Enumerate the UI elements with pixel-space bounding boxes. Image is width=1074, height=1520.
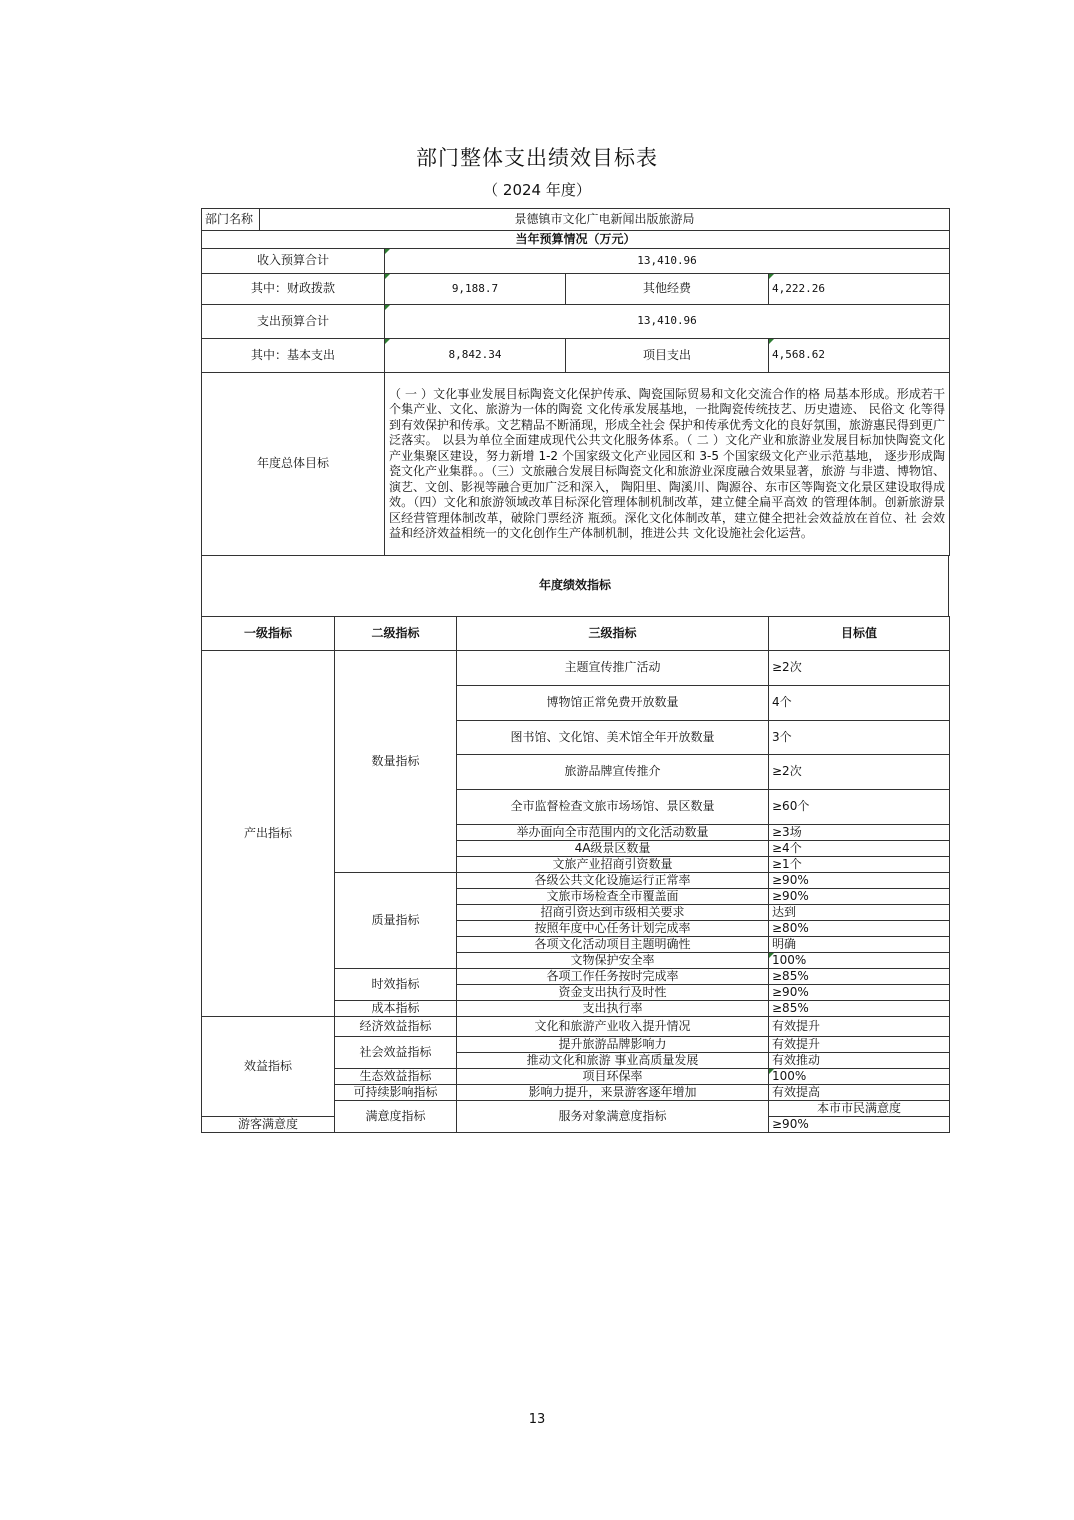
income-total-value: 13,410.96	[385, 249, 950, 274]
header-level1: 一级指标	[202, 617, 335, 651]
annual-goal-text: （ 一 ）文化事业发展目标陶瓷文化保护传承、陶瓷国际贸易和文化交流合作的格 局基本形成。形成若干个集产业、文化、旅游为一体的陶瓷 文化传承发展基地，一批陶瓷传统技艺、历史遗迹、 民俗文 化等得到有效保护和传承。文艺精品不断涌现，形成全社会 保护和传承优秀文化的良好氛围，旅游惠民得到更广泛落实。 以县为单位全面建成现代公共文化服务体系。（ 二 ）文化产业和旅游业发展目标加快陶瓷文化产业集聚区建设，努力新增 1-2 个国家级文化产业园区和 3-5 个国家级文化产业示范基地， 逐步形成陶瓷文化产业集群。。（三）文旅融合发展目标陶瓷文化和旅游业深度融合效果显著，旅游 与非遗、博物馆、演艺、文创、影视等融合更加广泛和深入， 陶阳里、陶溪川、陶源谷、东市区等陶瓷文化景区建设取得成效。（四）文化和旅游领域改革目标深化管理体制机制改革，建立健全扁平高效 的管理体制。创新旅游景区经营管理体制改革，破除门票经济 瓶颈。深化文化体制改革，建立健全把社会效益放在首位、社 会效益和经济效益相统一的文化创作生产体制机制，推进公共 文化设施社会化运营。	[385, 373, 950, 556]
expense-total-value: 13,410.96	[385, 305, 950, 339]
indicator-target: ≥80%	[769, 921, 950, 937]
indicator-name: 文旅市场检查全市覆盖面	[457, 889, 769, 905]
indicator-target: ≥4个	[769, 841, 950, 857]
indicator-target: ≥90%	[769, 985, 950, 1001]
indicator-name: 4A级景区数量	[457, 841, 769, 857]
indicator-name: 各级公共文化设施运行正常率	[457, 873, 769, 889]
indicator-target: ≥85%	[769, 969, 950, 985]
indicator-name: 旅游品牌宣传推介	[457, 755, 769, 790]
subgroup-service: 服务对象满意度指标	[457, 1101, 769, 1133]
dept-label: 部门名称	[202, 209, 260, 231]
indicator-target: 3个	[769, 721, 950, 755]
indicator-target: 4个	[769, 686, 950, 721]
subgroup-economic: 经济效益指标	[335, 1017, 457, 1037]
indicator-name: 图书馆、文化馆、美术馆全年开放数量	[457, 721, 769, 755]
indicator-name: 本市市民满意度	[769, 1101, 950, 1117]
indicator-target: 100%	[769, 1069, 950, 1085]
header-level3: 三级指标	[457, 617, 769, 651]
indicator-name: 博物馆正常免费开放数量	[457, 686, 769, 721]
page-title: 部门整体支出绩效目标表	[416, 146, 658, 170]
group-benefit: 效益指标	[202, 1017, 335, 1117]
subgroup-social: 社会效益指标	[335, 1037, 457, 1069]
fiscal-label: 其中：财政拨款	[202, 274, 385, 305]
indicator-name: 全市监督检查文旅市场场馆、景区数量	[457, 790, 769, 825]
fiscal-value: 9,188.7	[385, 274, 566, 305]
indicator-target: 有效推动	[769, 1053, 950, 1069]
indicator-target: ≥90%	[769, 1117, 950, 1133]
group-satisfaction: 满意度指标	[335, 1101, 457, 1133]
subgroup-quantity: 数量指标	[335, 651, 457, 873]
indicator-name: 影响力提升，来景游客逐年增加	[457, 1085, 769, 1101]
expense-total-label: 支出预算合计	[202, 305, 385, 339]
project-expense-value: 4,568.62	[769, 339, 950, 373]
page-subtitle: （ 2024 年度）	[483, 181, 591, 199]
header-level2: 二级指标	[335, 617, 457, 651]
indicator-name: 提升旅游品牌影响力	[457, 1037, 769, 1053]
indicator-target: ≥2次	[769, 755, 950, 790]
subgroup-quality: 质量指标	[335, 873, 457, 969]
indicator-name: 资金支出执行及时性	[457, 985, 769, 1001]
indicator-name: 文物保护安全率	[457, 953, 769, 969]
performance-heading: 年度绩效指标	[202, 556, 949, 617]
indicator-target: 有效提升	[769, 1037, 950, 1053]
indicator-target: ≥85%	[769, 1001, 950, 1017]
performance-heading-table	[201, 555, 949, 617]
budget-table	[201, 208, 950, 556]
dept-value: 景德镇市文化广电新闻出版旅游局	[260, 209, 950, 231]
indicator-name: 主题宣传推广活动	[457, 651, 769, 686]
indicator-table	[201, 616, 950, 1133]
income-total-label: 收入预算合计	[202, 249, 385, 274]
subgroup-timeliness: 时效指标	[335, 969, 457, 1001]
indicator-name: 项目环保率	[457, 1069, 769, 1085]
other-funds-label: 其他经费	[566, 274, 769, 305]
group-output: 产出指标	[202, 651, 335, 1017]
page-number: 13	[528, 1412, 546, 1427]
indicator-name: 举办面向全市范围内的文化活动数量	[457, 825, 769, 841]
indicator-name: 推动文化和旅游 事业高质量发展	[457, 1053, 769, 1069]
basic-expense-label: 其中：基本支出	[202, 339, 385, 373]
subgroup-sustainable: 可持续影响指标	[335, 1085, 457, 1101]
indicator-name: 文化和旅游产业收入提升情况	[457, 1017, 769, 1037]
indicator-name: 招商引资达到市级相关要求	[457, 905, 769, 921]
subgroup-ecological: 生态效益指标	[335, 1069, 457, 1085]
header-target: 目标值	[769, 617, 950, 651]
indicator-name: 文旅产业招商引资数量	[457, 857, 769, 873]
project-expense-label: 项目支出	[566, 339, 769, 373]
indicator-name: 游客满意度	[202, 1117, 335, 1133]
indicator-target: 达到	[769, 905, 950, 921]
budget-heading: 当年预算情况（万元）	[202, 231, 950, 249]
indicator-target: ≥1个	[769, 857, 950, 873]
annual-goal-label: 年度总体目标	[202, 373, 385, 556]
indicator-target: ≥90%	[769, 889, 950, 905]
indicator-target: ≥60个	[769, 790, 950, 825]
indicator-target: 明确	[769, 937, 950, 953]
indicator-target: 有效提升	[769, 1017, 950, 1037]
indicator-name: 各项工作任务按时完成率	[457, 969, 769, 985]
indicator-target: ≥2次	[769, 651, 950, 686]
indicator-target: ≥90%	[769, 873, 950, 889]
subgroup-cost: 成本指标	[335, 1001, 457, 1017]
indicator-name: 支出执行率	[457, 1001, 769, 1017]
indicator-target: 100%	[769, 953, 950, 969]
other-funds-value: 4,222.26	[769, 274, 950, 305]
indicator-name: 各项文化活动项目主题明确性	[457, 937, 769, 953]
basic-expense-value: 8,842.34	[385, 339, 566, 373]
indicator-target: 有效提高	[769, 1085, 950, 1101]
indicator-target: ≥3场	[769, 825, 950, 841]
indicator-name: 按照年度中心任务计划完成率	[457, 921, 769, 937]
